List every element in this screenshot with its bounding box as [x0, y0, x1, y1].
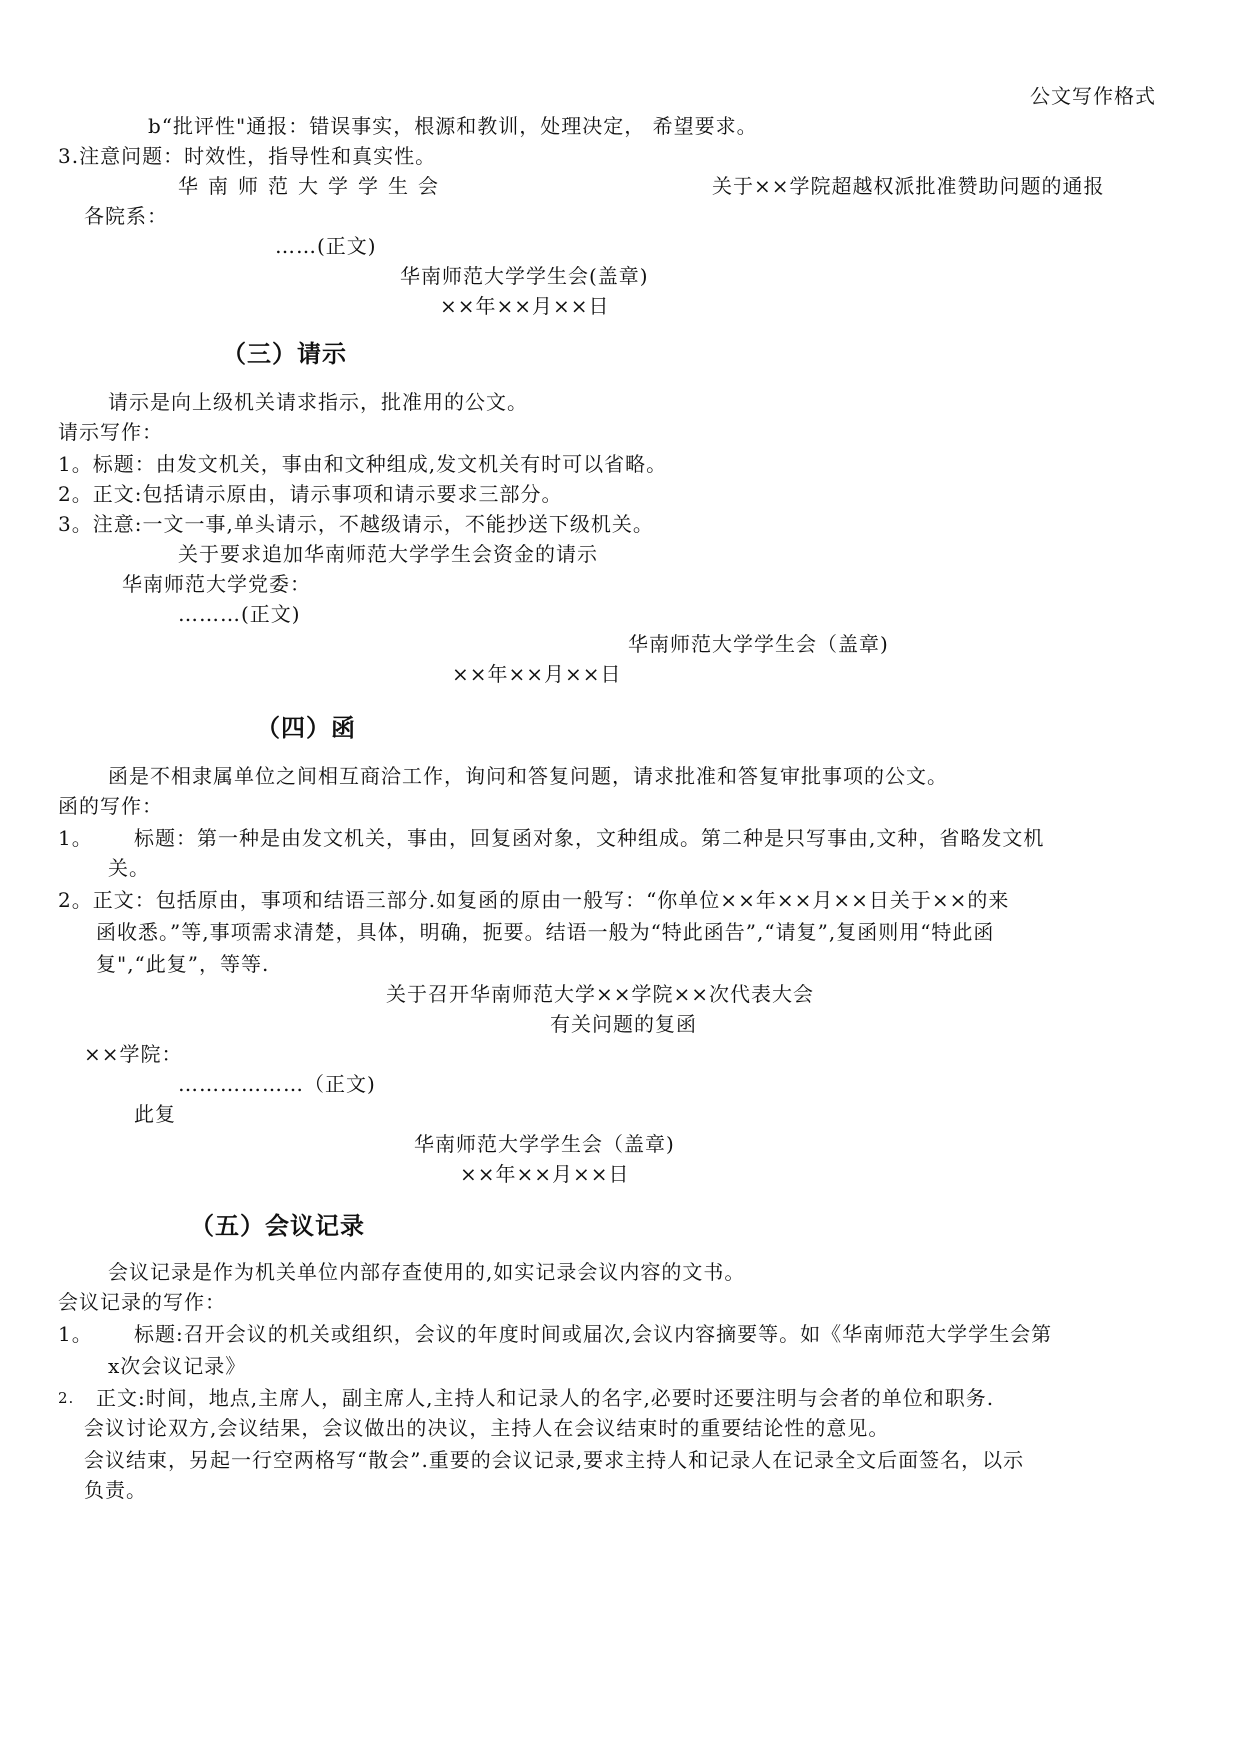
qingshi-item-3: 3。注意:一文一事,单头请示，不越级请示，不能抄送下级机关。: [58, 512, 654, 536]
han-example-closing: 此复: [134, 1102, 176, 1126]
han-example-body: ………………（正文): [178, 1072, 376, 1096]
han-heading: （四）函: [256, 714, 356, 742]
han-item-2-line-1: 2。正文：包括原由，事项和结语三部分.如复函的原由一般写：“你单位××年××月××日关于××的来: [58, 888, 1010, 912]
qingshi-heading: （三）请示: [222, 340, 347, 368]
tongbao-example-issuer: 华南师范大学学生会: [178, 174, 448, 198]
han-item-1-number: 1。: [58, 826, 93, 850]
page-header: 公文写作格式: [1030, 84, 1156, 108]
han-writing-label: 函的写作：: [58, 794, 163, 818]
qingshi-example-title: 关于要求追加华南师范大学学生会资金的请示: [178, 542, 598, 566]
tongbao-example-recipient: 各院系：: [84, 204, 168, 228]
han-example-seal: 华南师范大学学生会（盖章): [414, 1132, 675, 1156]
qingshi-item-2: 2。正文:包括请示原由，请示事项和请示要求三部分。: [58, 482, 563, 506]
huiyi-item-2-line-4: 负责。: [84, 1478, 147, 1502]
han-intro: 函是不相隶属单位之间相互商洽工作，询问和答复问题，请求批准和答复审批事项的公文。: [108, 764, 948, 788]
huiyi-item-1-line-2: x次会议记录》: [108, 1354, 247, 1378]
tongbao-example-seal: 华南师范大学学生会(盖章): [400, 264, 649, 288]
huiyi-item-2-line-1: 正文:时间，地点,主席人，副主席人,主持人和记录人的名字,必要时还要注明与会者的单位和职务.: [96, 1386, 995, 1410]
tongbao-example-body: ……(正文): [275, 234, 377, 258]
han-example-title-line-2: 有关问题的复函: [550, 1012, 697, 1036]
qingshi-example-seal: 华南师范大学学生会（盖章): [628, 632, 889, 656]
qingshi-intro: 请示是向上级机关请求指示，批准用的公文。: [108, 390, 528, 414]
han-example-title-line-1: 关于召开华南师范大学××学院××次代表大会: [386, 982, 815, 1006]
qingshi-example-date: ××年××月××日: [452, 662, 622, 686]
tongbao-example-date: ××年××月××日: [440, 294, 610, 318]
han-item-1-line-1: 标题：第一种是由发文机关，事由，回复函对象，文种组成。第二种是只写事由,文种，省略发文机: [134, 826, 1045, 850]
qingshi-example-recipient: 华南师范大学党委：: [122, 572, 311, 596]
huiyi-item-1-number: 1。: [58, 1322, 93, 1346]
huiyi-heading: （五）会议记录: [190, 1212, 365, 1240]
huiyi-item-1-line-1: 标题:召开会议的机关或组织，会议的年度时间或届次,会议内容摘要等。如《华南师范大学学生会第: [134, 1322, 1053, 1346]
huiyi-item-2-line-2: 会议讨论双方,会议结果，会议做出的决议，主持人在会议结束时的重要结论性的意见。: [84, 1416, 890, 1440]
huiyi-item-2-line-3: 会议结束，另起一行空两格写“散会”.重要的会议记录,要求主持人和记录人在记录全文后面签名，以示: [84, 1448, 1025, 1472]
han-item-2-line-2: 函收悉。”等,事项需求清楚，具体，明确，扼要。结语一般为“特此函告”,“请复”,复函则用“特此函: [96, 920, 995, 944]
han-item-1-line-2: 关。: [108, 856, 150, 880]
tongbao-example-title: 关于××学院超越权派批准赞助问题的通报: [712, 174, 1105, 198]
han-example-date: ××年××月××日: [460, 1162, 630, 1186]
huiyi-intro: 会议记录是作为机关单位内部存查使用的,如实记录会议内容的文书。: [108, 1260, 746, 1284]
han-item-2-line-3: 复",“此复”，等等.: [96, 952, 270, 976]
huiyi-item-2-number: 2.: [58, 1389, 75, 1407]
huiyi-writing-label: 会议记录的写作：: [58, 1290, 226, 1314]
tongbao-item-b: b“批评性"通报：错误事实，根源和教训，处理决定， 希望要求。: [148, 114, 758, 138]
qingshi-item-1: 1。标题：由发文机关，事由和文种组成,发文机关有时可以省略。: [58, 452, 668, 476]
tongbao-note-3: 3.注意问题：时效性，指导性和真实性。: [58, 144, 437, 168]
qingshi-writing-label: 请示写作：: [58, 420, 163, 444]
han-example-recipient: ××学院：: [84, 1042, 183, 1066]
qingshi-example-body: ………(正文): [178, 602, 301, 626]
